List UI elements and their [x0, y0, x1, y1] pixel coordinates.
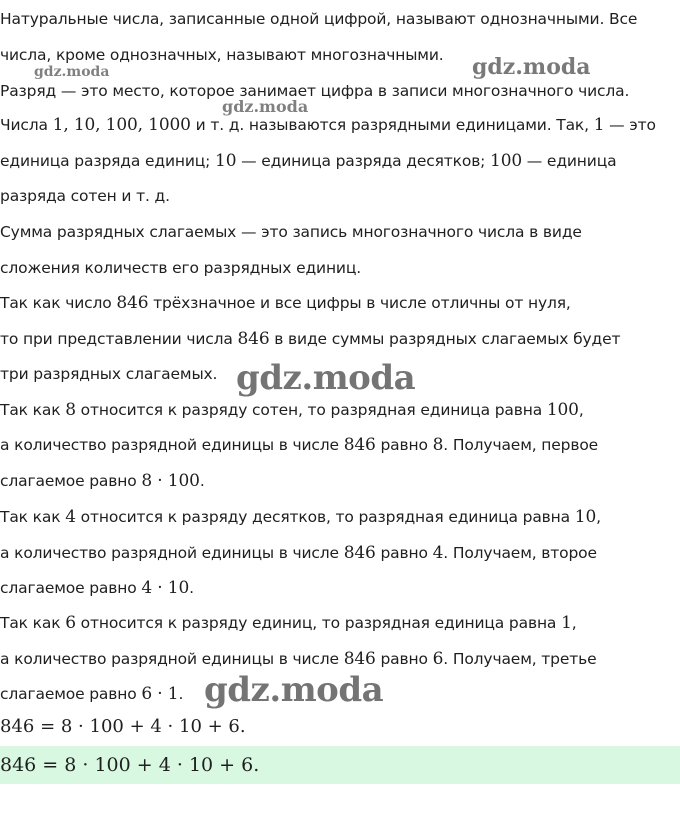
- text-segment: ,: [596, 508, 601, 526]
- watermark: gdz.moda: [236, 358, 416, 398]
- answer-line: 846 = 8 · 100 + 4 · 10 + 6.: [0, 754, 260, 776]
- text-segment: трёхзначное и все цифры в числе отличны от нуля,: [148, 294, 571, 312]
- text-line: [0, 648, 597, 670]
- text-segment: . Получаем, первое: [443, 436, 599, 454]
- text-segment: слагаемое равно: [0, 472, 142, 490]
- text-segment: . Получаем, третье: [443, 650, 597, 668]
- text-segment: три разрядных слагаемых.: [0, 365, 218, 383]
- text-segment: а количество разрядной единицы в числе: [0, 650, 344, 668]
- math-number: 6: [432, 649, 444, 669]
- math-number: 10: [574, 507, 597, 527]
- text-segment: относится к разряду единиц, то разрядная единица равна: [75, 614, 562, 632]
- math-number: 846: [237, 329, 270, 349]
- text-segment: ,: [571, 614, 577, 632]
- text-segment: слагаемое равно: [0, 685, 142, 703]
- text-line: [0, 292, 571, 314]
- math-number: 8 · 100: [141, 471, 200, 491]
- text-segment: .: [178, 685, 184, 703]
- text-segment: .: [189, 579, 194, 597]
- text-segment: — это: [604, 116, 656, 134]
- text-segment: Натуральные числа, записанные одной цифрой, называют однозначными. Все: [0, 10, 638, 28]
- math-number: 846: [343, 649, 376, 669]
- text-segment: Так как: [0, 401, 66, 419]
- math-number: 8: [65, 400, 76, 420]
- text-line: [0, 542, 597, 564]
- text-segment: равно: [375, 650, 433, 668]
- text-segment: разряда сотен и т. д.: [0, 187, 170, 205]
- text-segment: Так как: [0, 614, 66, 632]
- text-line: [0, 683, 183, 705]
- math-number: 846: [343, 543, 376, 563]
- text-segment: в виде суммы разрядных слагаемых будет: [269, 330, 621, 348]
- text-line: [0, 577, 194, 599]
- text-segment: единица разряда единиц;: [0, 152, 216, 170]
- text-segment: слагаемое равно: [0, 579, 142, 597]
- math-number: 4 · 10: [141, 578, 190, 598]
- text-segment: числа, кроме однозначных, называют многозначными.: [0, 46, 444, 64]
- equation-line: 846 = 8 · 100 + 4 · 10 + 6.: [0, 716, 246, 737]
- text-line: [0, 470, 205, 492]
- text-segment: Сумма разрядных слагаемых — это запись многозначного числа в виде: [0, 223, 582, 241]
- text-segment: Разряд — это место, которое занимает цифра в записи многозначного числа.: [0, 82, 630, 100]
- text-line: [0, 363, 217, 385]
- text-segment: Числа: [0, 116, 53, 134]
- text-line: [0, 80, 629, 102]
- watermark: gdz.moda: [472, 54, 591, 80]
- math-number: 10: [215, 151, 237, 171]
- text-line: [0, 44, 444, 66]
- text-segment: — единица разряда десятков;: [236, 152, 491, 170]
- text-line: [0, 328, 620, 350]
- math-number: 8: [432, 435, 444, 455]
- text-segment: относится к разряду сотен, то разрядная единица равна: [75, 401, 547, 419]
- text-segment: равно: [375, 544, 433, 562]
- text-segment: .: [199, 472, 205, 490]
- text-segment: Так как число: [0, 294, 117, 312]
- math-number: 6 · 1: [141, 684, 179, 704]
- text-line: [0, 257, 361, 279]
- text-line: [0, 434, 598, 456]
- math-number: 100: [490, 151, 523, 171]
- text-segment: равно: [375, 436, 433, 454]
- text-segment: а количество разрядной единицы в числе: [0, 544, 344, 562]
- text-segment: а количество разрядной единицы в числе: [0, 436, 344, 454]
- text-segment: — единица: [522, 152, 617, 170]
- text-segment: и т. д. называются разрядными единицами. Так,: [190, 116, 594, 134]
- math-number: 1: [593, 115, 605, 135]
- math-number: 1, 10, 100, 1000: [52, 115, 191, 135]
- text-line: [0, 185, 170, 207]
- math-number: 4: [432, 543, 444, 563]
- text-segment: относится к разряду десятков, то разрядная единица равна: [75, 508, 575, 526]
- text-line: [0, 506, 601, 528]
- text-line: [0, 150, 616, 172]
- text-segment: . Получаем, второе: [443, 544, 597, 562]
- text-line: [0, 221, 582, 243]
- text-line: [0, 399, 584, 421]
- watermark: gdz.moda: [222, 97, 309, 116]
- text-segment: сложения количеств его разрядных единиц.: [0, 259, 362, 277]
- text-segment: то при представлении числа: [0, 330, 238, 348]
- math-number: 846: [116, 293, 149, 313]
- text-line: [0, 114, 656, 136]
- math-number: 4: [65, 507, 76, 527]
- math-number: 1: [561, 613, 572, 633]
- text-line: [0, 8, 637, 30]
- watermark: gdz.moda: [204, 670, 384, 710]
- math-number: 846: [343, 435, 376, 455]
- text-segment: Так как: [0, 508, 66, 526]
- text-line: [0, 612, 577, 634]
- text-segment: ,: [578, 401, 584, 419]
- watermark: gdz.moda: [34, 64, 110, 80]
- math-number: 6: [65, 613, 76, 633]
- math-number: 100: [546, 400, 579, 420]
